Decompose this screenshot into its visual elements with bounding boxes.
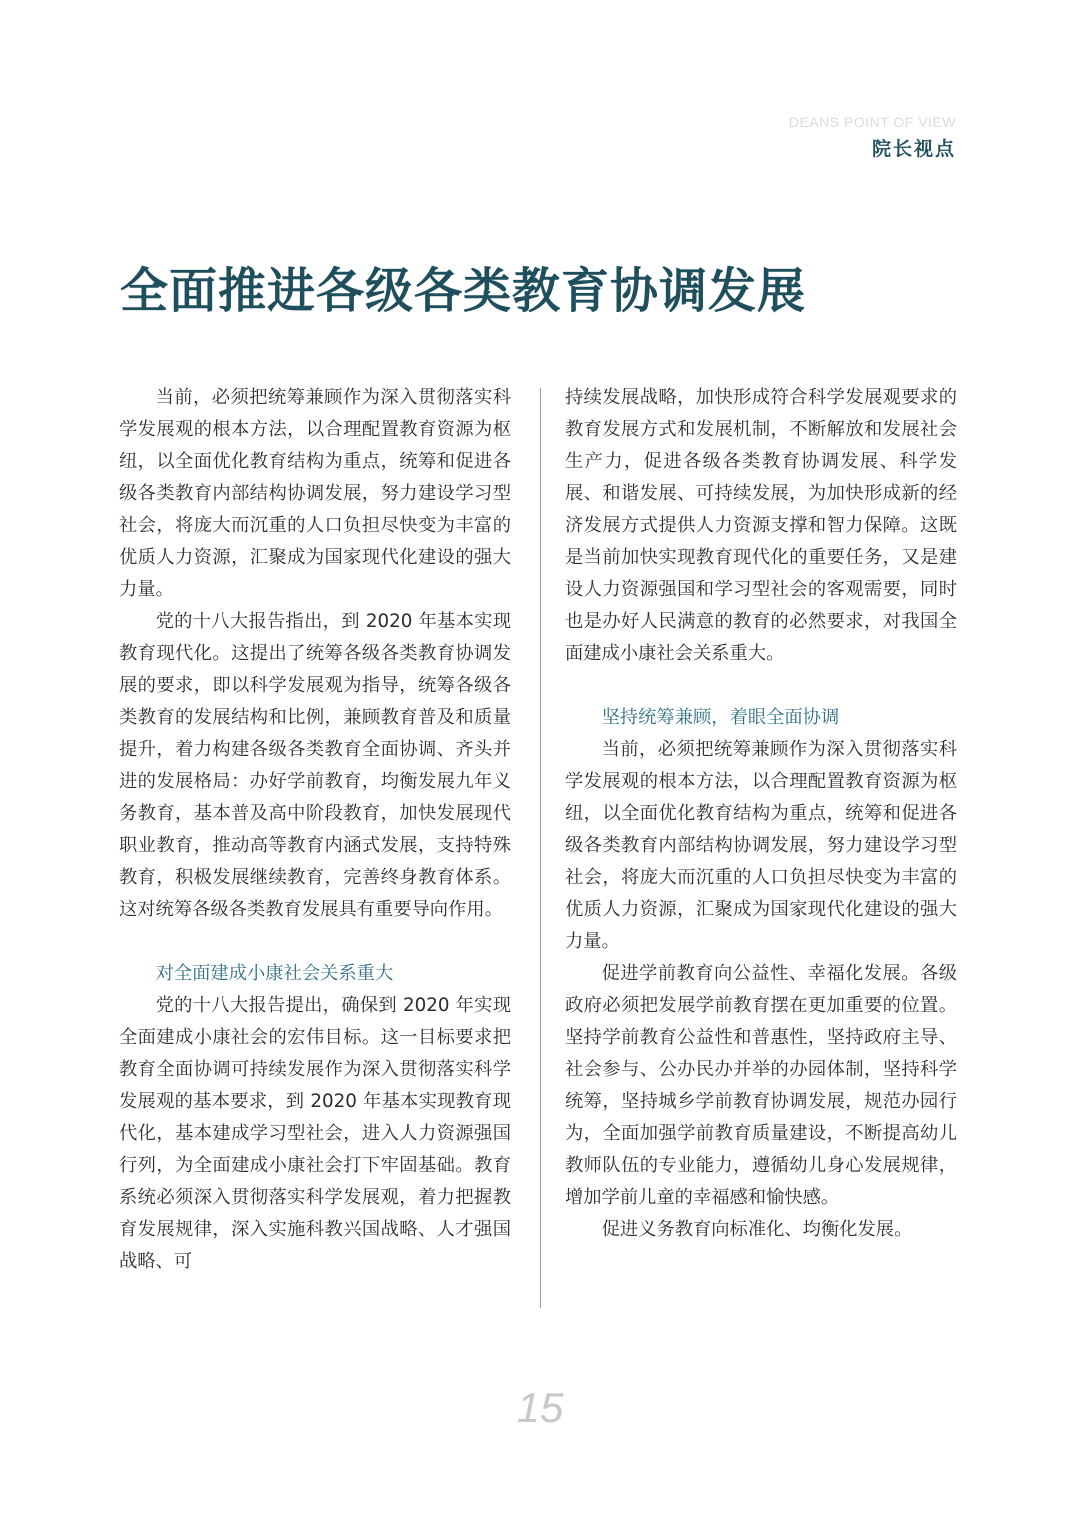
- column-divider: [540, 388, 541, 1308]
- paragraph: 促进学前教育向公益性、幸福化发展。各级政府必须把发展学前教育摆在更加重要的位置。坚持学前教育公益性和普惠性，坚持政府主导、社会参与、公办民办并举的办园体制，坚持科学统筹，坚持城乡学前教育协调发展，规范办园行为，全面加强学前教育质量建设，不断提高幼儿教师队伍的专业能力，遵循幼儿身心发展规律，增加学前儿童的幸福感和愉快感。: [565, 963, 957, 1208]
- paragraph: 当前，必须把统筹兼顾作为深入贯彻落实科学发展观的根本方法，以合理配置教育资源为枢纽，以全面优化教育结构为重点，统筹和促进各级各类教育内部结构协调发展，努力建设学习型社会，将庞大而沉重的人口负担尽快变为丰富的优质人力资源，汇聚成为国家现代化建设的强大力量。: [565, 739, 957, 952]
- spacer: [119, 926, 511, 958]
- paragraph: 持续发展战略，加快形成符合科学发展观要求的教育发展方式和发展机制，不断解放和发展社会生产力，促进各级各类教育协调发展、科学发展、和谐发展、可持续发展，为加快形成新的经济发展方式提供人力资源支撑和智力保障。这既是当前加快实现教育现代化的重要任务，又是建设人力资源强国和学习型社会的客观需要，同时也是办好人民满意的教育的必然要求，对我国全面建成小康社会关系重大。: [565, 387, 957, 664]
- paragraph: 当前，必须把统筹兼顾作为深入贯彻落实科学发展观的根本方法，以合理配置教育资源为枢纽，以全面优化教育结构为重点，统筹和促进各级各类教育内部结构协调发展，努力建设学习型社会，将庞大而沉重的人口负担尽快变为丰富的优质人力资源，汇聚成为国家现代化建设的强大力量。: [119, 387, 511, 600]
- page-number: 15: [516, 1384, 564, 1431]
- paragraph: 党的十八大报告提出，确保到 2020 年实现全面建成小康社会的宏伟目标。这一目标要求把教育全面协调可持续发展作为深入贯彻落实科学发展观的基本要求，到 2020 年基本实现教育现代化，基本建成学习型社会，进入人力资源强国行列，为全面建成小康社会打下牢固基础。教育系统必须深入贯彻落实科学发展观，着力把握教育发展规律，深入实施科教兴国战略、人才强国战略、可: [119, 995, 511, 1272]
- section-label-chinese: 院长视点: [871, 138, 956, 160]
- section-label-english: DEANS POINT OF VIEW: [788, 114, 956, 130]
- section-subheading: 对全面建成小康社会关系重大: [155, 963, 394, 984]
- left-column: [119, 382, 511, 1278]
- section-subheading: 坚持统筹兼顾，着眼全面协调: [601, 707, 840, 728]
- spacer: [565, 670, 957, 702]
- right-column: [565, 382, 957, 1246]
- article-title: 全面推进各级各类教育协调发展: [120, 263, 807, 319]
- paragraph: 党的十八大报告指出，到 2020 年基本实现教育现代化。这提出了统筹各级各类教育协调发展的要求，即以科学发展观为指导，统筹各级各类教育的发展结构和比例，兼顾教育普及和质量提升，着力构建各级各类教育全面协调、齐头并进的发展格局：办好学前教育，均衡发展九年义务教育，基本普及高中阶段教育，加快发展现代职业教育，推动高等教育内涵式发展，支持特殊教育，积极发展继续教育，完善终身教育体系。这对统筹各级各类教育发展具有重要导向作用。: [119, 611, 511, 920]
- paragraph: 促进义务教育向标准化、均衡化发展。: [601, 1219, 913, 1240]
